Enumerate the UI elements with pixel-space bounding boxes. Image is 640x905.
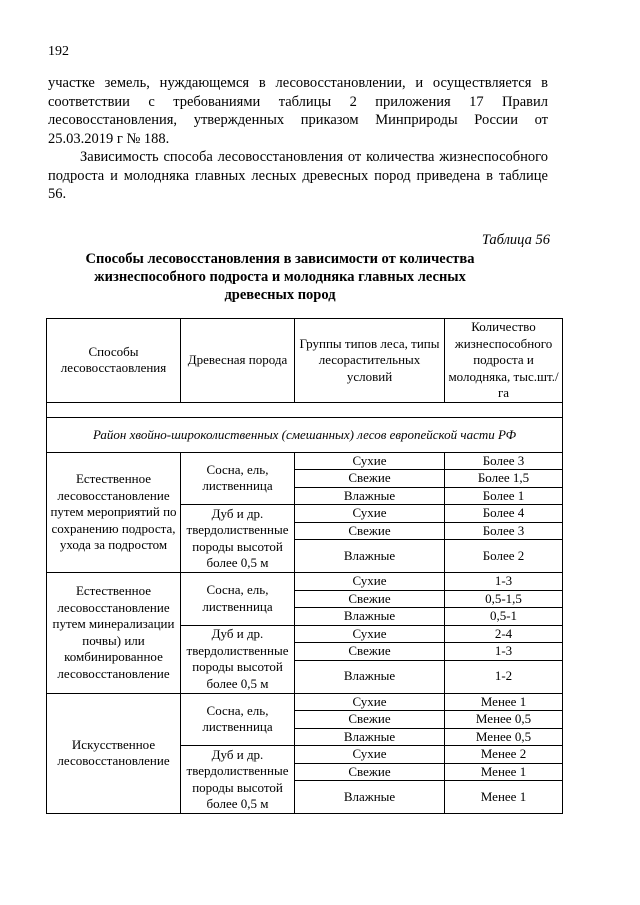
group-cell: Влажные (295, 487, 445, 505)
region-row (47, 417, 563, 452)
group-cell: Влажные (295, 660, 445, 693)
table-title: Способы лесовосстановления в зависимости от количества жизнеспособного подроста и молодняка главных лесных древесных пород (85, 251, 475, 303)
region-label: Район хвойно-широколиственных (смешанных) лесов европейской части РФ (47, 417, 563, 452)
paragraph-2: Зависимость способа лесовосстановления от количества жизнеспособного подроста и молодняка главных лесных древесных пород приведена в таблице 56. (48, 149, 548, 202)
method-cell: Естественное лесовосстановление путем мероприятий по сохранению подроста, ухода за подростом (47, 452, 181, 573)
group-cell: Влажные (295, 728, 445, 746)
species-cell: Сосна, ель, лиственница (181, 452, 295, 505)
amount-cell: 0,5-1 (445, 608, 563, 626)
group-cell: Влажные (295, 608, 445, 626)
species-cell: Дуб и др. твердолиственные породы высотой более 0,5 м (181, 625, 295, 693)
group-cell: Сухие (295, 452, 445, 470)
group-cell: Сухие (295, 505, 445, 523)
group-cell: Свежие (295, 470, 445, 488)
species-cell: Сосна, ель, лиственница (181, 693, 295, 746)
amount-cell: Менее 0,5 (445, 711, 563, 729)
amount-cell: Более 4 (445, 505, 563, 523)
amount-cell: Менее 0,5 (445, 728, 563, 746)
header-forest-group: Группы типов леса, типы лесорастительных условий (295, 319, 445, 403)
method-cell: Естественное лесовосстановление путем минерализации почвы) или комбинированное лесовосстановление (47, 573, 181, 694)
table-caption: Таблица 56 (481, 232, 550, 248)
amount-cell: Менее 2 (445, 746, 563, 764)
group-cell: Свежие (295, 711, 445, 729)
header-amount: Количество жизнеспособного подроста и молодняка, тыс.шт./га (445, 319, 563, 403)
group-cell: Свежие (295, 763, 445, 781)
group-cell: Сухие (295, 693, 445, 711)
amount-cell: Менее 1 (445, 763, 563, 781)
reforestation-table (46, 318, 563, 814)
header-method: Способы лесовосстаовления (47, 319, 181, 403)
group-cell: Свежие (295, 522, 445, 540)
amount-cell: Менее 1 (445, 693, 563, 711)
group-cell: Влажные (295, 781, 445, 814)
header-species: Древесная порода (181, 319, 295, 403)
group-cell: Влажные (295, 540, 445, 573)
amount-cell: Менее 1 (445, 781, 563, 814)
amount-cell: Более 1,5 (445, 470, 563, 488)
group-cell: Сухие (295, 746, 445, 764)
table-row (47, 573, 563, 591)
method-cell: Искусственное лесовосстановление (47, 693, 181, 814)
amount-cell: Более 1 (445, 487, 563, 505)
group-cell: Свежие (295, 590, 445, 608)
spacer-row (47, 402, 563, 417)
page-number: 192 (48, 44, 69, 59)
group-cell: Сухие (295, 625, 445, 643)
species-cell: Дуб и др. твердолиственные породы высотой более 0,5 м (181, 505, 295, 573)
amount-cell: Более 3 (445, 522, 563, 540)
amount-cell: 1-3 (445, 573, 563, 591)
amount-cell: 1-3 (445, 643, 563, 661)
amount-cell: 2-4 (445, 625, 563, 643)
species-cell: Дуб и др. твердолиственные породы высотой более 0,5 м (181, 746, 295, 814)
group-cell: Свежие (295, 643, 445, 661)
amount-cell: 1-2 (445, 660, 563, 693)
amount-cell: Более 3 (445, 452, 563, 470)
species-cell: Сосна, ель, лиственница (181, 573, 295, 626)
group-cell: Сухие (295, 573, 445, 591)
table-row (47, 452, 563, 470)
amount-cell: Более 2 (445, 540, 563, 573)
table-row (47, 693, 563, 711)
amount-cell: 0,5-1,5 (445, 590, 563, 608)
paragraph-1: участке земель, нуждающемся в лесовосстановлении, и осуществляется в соответствии с требованиями таблицы 2 приложения 17 Правил лесовосстановления, утвержденных приказом Минприроды России от 25.03.2019 г № 188. (48, 75, 548, 147)
table-header-row (47, 319, 563, 403)
